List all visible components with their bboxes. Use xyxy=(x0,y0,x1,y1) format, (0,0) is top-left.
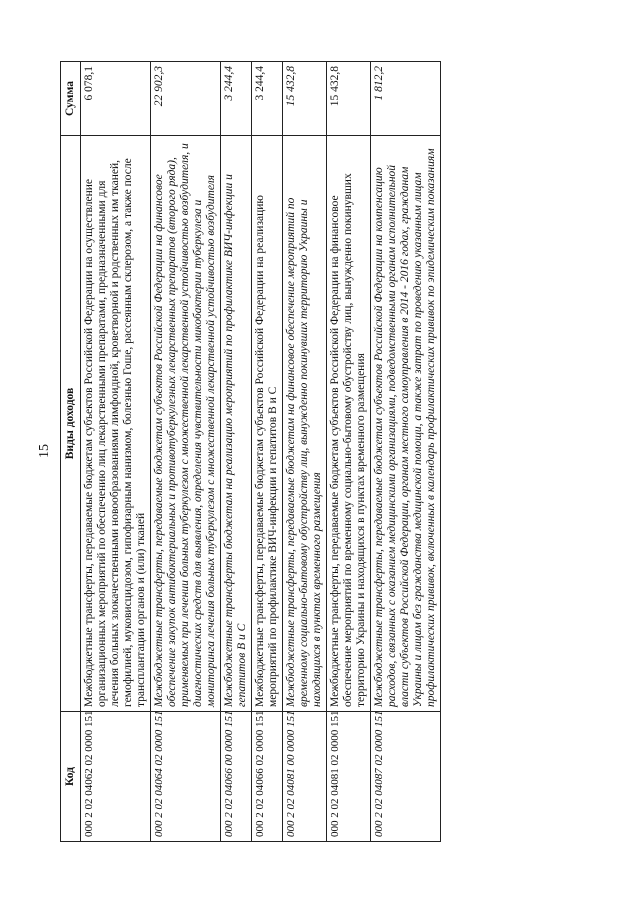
row-description: Межбюджетные трансферты, передаваемые бюджетам субъектов Российской Федерации на компенсацию расходов, связанных с оказанием медицинскими организациями, подведомственными органам исполнительной власти субъектов Российской Федерации, органам местного самоуправления в 2014 - 2016 годах, гражданам Украины и лицам без гражданства медицинской помощи, а также затрат по проведению указанным лицам профилактических прививок, включенных в календарь профилактических прививок по эпидемическим показаниям xyxy=(371,136,441,712)
table-row xyxy=(221,62,252,842)
row-code: 000 2 02 04064 02 0000 151 xyxy=(151,712,221,842)
row-sum: 3 244,4 xyxy=(252,62,283,136)
page-number: 15 xyxy=(37,444,52,458)
row-code: 000 2 02 04066 02 0000 151 xyxy=(252,712,283,842)
table-row xyxy=(151,62,221,842)
row-sum: 3 244,4 xyxy=(221,62,252,136)
table-body xyxy=(81,62,441,842)
row-code: 000 2 02 04081 02 0000 151 xyxy=(327,712,371,842)
row-description: Межбюджетные трансферты, передаваемые бюджетам на финансовое обеспечение мероприятий по временному социально-бытовому обустройству лиц, вынужденно покинувших территорию Украины и находящихся в пунктах временного размещения xyxy=(283,136,327,712)
table-row xyxy=(81,62,151,842)
header-sum: Сумма xyxy=(61,62,81,136)
header-revenue-type: Виды доходов xyxy=(61,136,81,712)
row-sum: 6 078,1 xyxy=(81,62,151,136)
row-sum: 15 432,8 xyxy=(327,62,371,136)
table-row xyxy=(371,62,441,842)
table-row xyxy=(327,62,371,842)
row-sum: 22 902,3 xyxy=(151,62,221,136)
row-description: Межбюджетные трансферты бюджетам на реализацию мероприятий по профилактике ВИЧ-инфекции и гепатитов В и С xyxy=(221,136,252,712)
row-code: 000 2 02 04062 02 0000 151 xyxy=(81,712,151,842)
row-description: Межбюджетные трансферты, передаваемые бюджетам субъектов Российской Федерации на осуществление организационных мероприятий по обеспечению лиц лекарственными препаратами, предназначенными для лечения больных злокачественными новообразованиями лимфоидной, кроветворной и родственных им тканей, гемофилией, муковисцидозом, гипофизарным нанизмом, болезнью Гоше, рассеянным склерозом, а также после трансплантации органов и (или) тканей xyxy=(81,136,151,712)
row-code: 000 2 02 04081 00 0000 151 xyxy=(283,712,327,842)
table-row xyxy=(283,62,327,842)
rotated-sheet xyxy=(60,62,608,842)
header-code: Код xyxy=(61,712,81,842)
row-code: 000 2 02 04066 00 0000 151 xyxy=(221,712,252,842)
table-row xyxy=(252,62,283,842)
row-description: Межбюджетные трансферты, передаваемые бюджетам субъектов Российской Федерации на финансовое обеспечение мероприятий по временному социально-бытовому обустройству лиц, вынужденно покинувших территорию Украины и находящихся в пунктах временного размещения xyxy=(327,136,371,712)
row-description: Межбюджетные трансферты, передаваемые бюджетам субъектов Российской Федерации на реализацию мероприятий по профилактике ВИЧ-инфекции и гепатитов В и С xyxy=(252,136,283,712)
row-code: 000 2 02 04087 02 0000 151 xyxy=(371,712,441,842)
row-sum: 15 432,8 xyxy=(283,62,327,136)
revenue-table xyxy=(60,61,441,842)
row-sum: 1 812,2 xyxy=(371,62,441,136)
table-header-row xyxy=(61,62,81,842)
row-description: Межбюджетные трансферты, передаваемые бюджетам субъектов Российской Федерации на финансовое обеспечение закупок антибактериальных и противотуберкулезных лекарственных препаратов (второго ряда), применяемых при лечении больных туберкулезом с множественной лекарственной устойчивостью возбудителя, и диагностических средств для выявления, определения чувствительности микобактерии туберкулеза и мониторинга лечения больных туберкулезом с множественной лекарственной устойчивостью возбудителя xyxy=(151,136,221,712)
